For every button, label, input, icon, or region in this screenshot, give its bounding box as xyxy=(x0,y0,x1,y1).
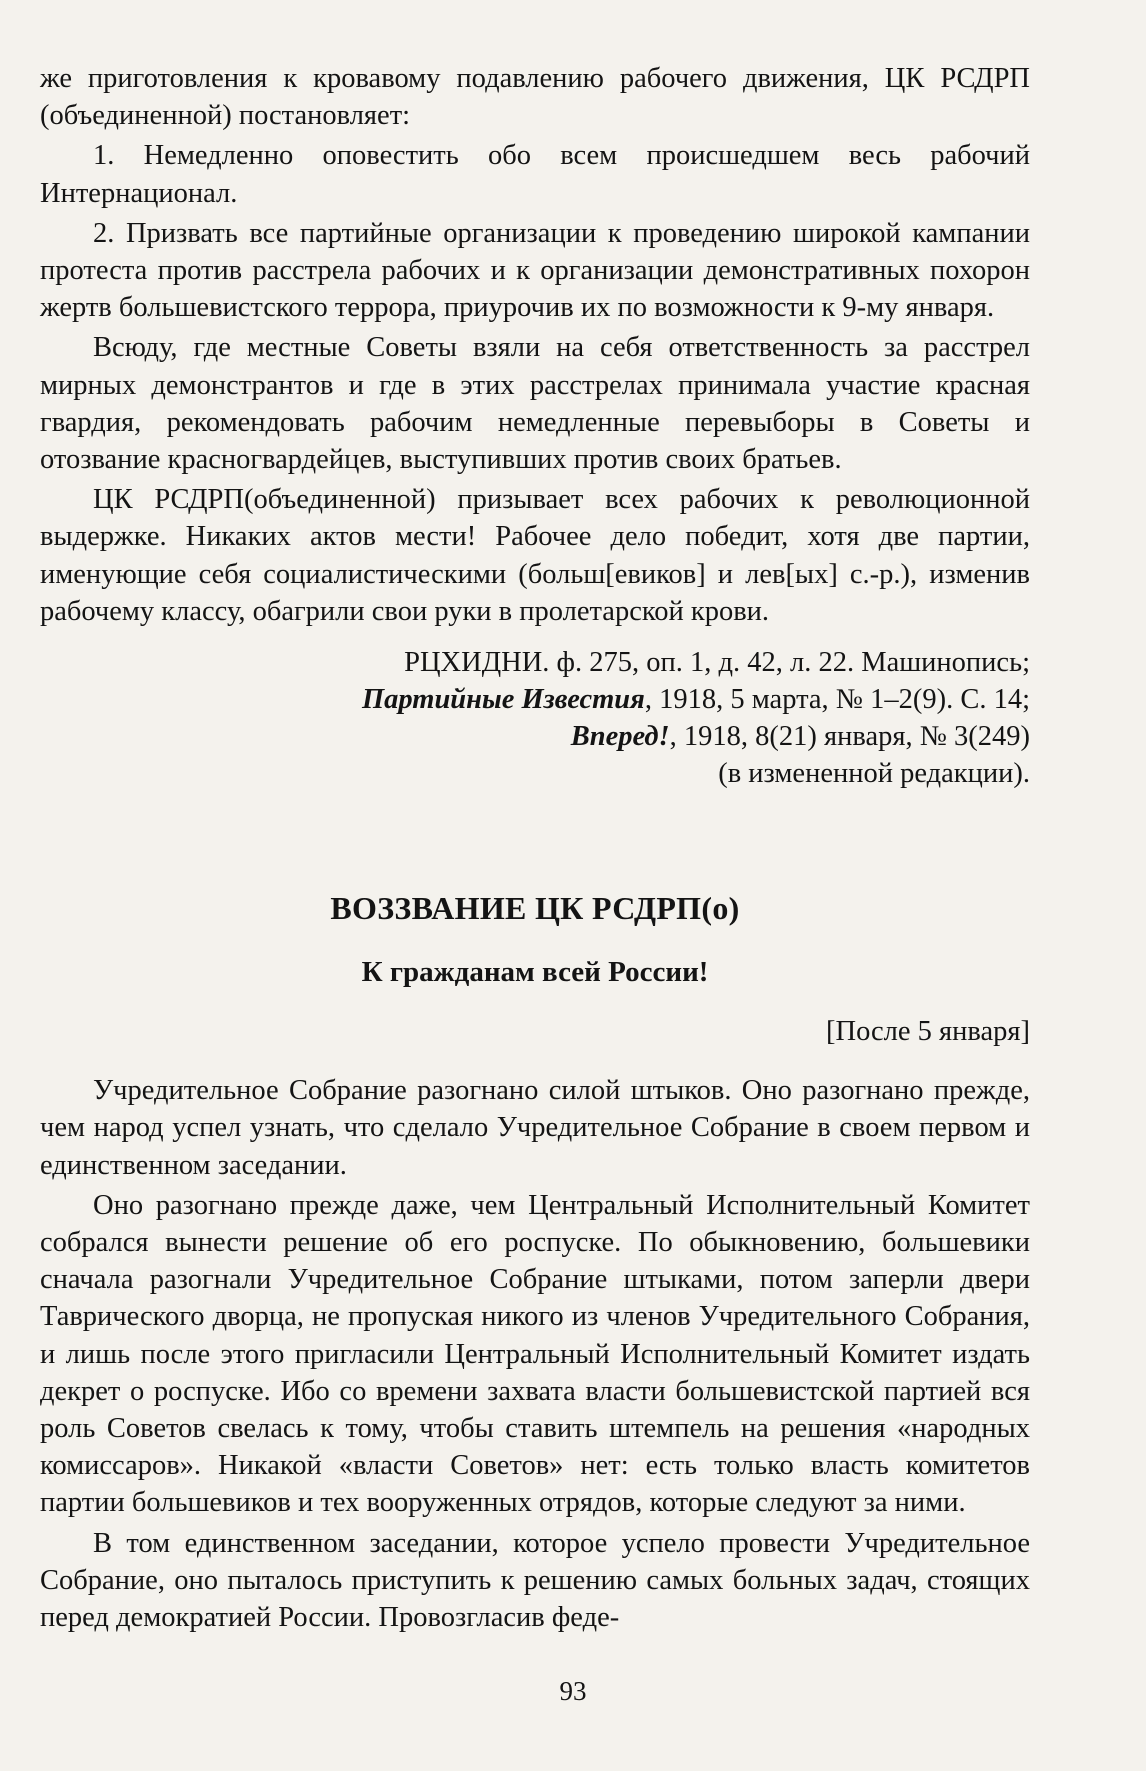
appeal-paragraph-1: Учредительное Собрание разогнано силой штыков. Оно разогнано прежде, чем народ успел узнать, что сделало Учредительное Собрание в своем первом и единственном заседании. xyxy=(40,1075,1030,1181)
appeal-paragraph-2: Оно разогнано прежде даже, чем Центральный Исполнительный Комитет собрался вынести решение об его роспуске. По обыкновению, большевики сначала разогнали Учредительное Собрание штыками, потом заперли двери Таврического дворца, не пропуская никого из членов Учредительного Собрания, и лишь после этого пригласили Центральный Исполнительный Комитет издать декрет о роспуске. Ибо со времени захвата власти большевистской партией вся роль Советов свелась к тому, чтобы ставить штемпель на решения «народных комиссаров». Никакой «власти Советов» нет: есть только власть комитетов партии большевиков и тех вооруженных отрядов, которые следуют за ними. xyxy=(40,1189,1030,1519)
appeal-paragraph-3: В том единственном заседании, которое успело провести Учредительное Собрание, оно пыталось приступить к решению самых больных задач, стоящих перед демократией России. Провозгласив феде- xyxy=(40,1527,1030,1634)
page-number: 93 xyxy=(559,1676,587,1706)
appeal-subtitle: К гражданам всей России! xyxy=(361,956,709,989)
resolution-reelection-paragraph: Всюду, где местные Советы взяли на себя ответственность за расстрел мирных демонстрантов и где в этих расстрелах принимала участие красная гвардия, рекомендовать рабочим немедленные перевыборы в Советы и отозвание красногвардейцев, выступивших против своих братьев. xyxy=(40,332,1030,476)
source-journal-1 xyxy=(40,681,1030,718)
journal-1-details: , 1918, 5 марта, № 1–2(9). С. 14; xyxy=(644,684,1030,716)
appeal-title: ВОЗЗВАНИЕ ЦК РСДРП(о) xyxy=(330,890,740,927)
journal-2-title: Вперед! xyxy=(570,721,670,753)
resolution-intro-paragraph: же приготовления к кровавому подавлению рабочего движения, ЦК РСДРП (объединенной) постановляет: xyxy=(40,63,1030,132)
source-edition-note: (в измененной редакции). xyxy=(718,758,1030,790)
source-archive: РЦХИДНИ. ф. 275, оп. 1, д. 42, л. 22. Машинопись; xyxy=(404,647,1030,679)
resolution-closing-paragraph: ЦК РСДРП(объединенной) призывает всех рабочих к революционной выдержке. Никаких актов мести! Рабочее дело победит, хотя две партии, именующие себя социалистическими (больш[евиков] и лев[ых] с.-р.), изменив рабочему классу, обагрили свои руки в пролетарской крови. xyxy=(40,484,1030,627)
appeal-dateline: [После 5 января] xyxy=(826,1016,1030,1048)
source-citation xyxy=(40,644,1030,792)
page-body xyxy=(40,60,1030,1636)
journal-2-details: , 1918, 8(21) января, № 3(249) xyxy=(669,721,1030,753)
journal-1-title: Партийные Известия xyxy=(361,684,645,716)
resolution-point-1: 1. Немедленно оповестить обо всем происшедшем весь рабочий Интернационал. xyxy=(40,140,1030,209)
source-journal-2 xyxy=(40,718,1030,755)
resolution-point-2: 2. Призвать все партийные организации к проведению широкой кампании протеста против расстрела рабочих и к организации демонстративных похорон жертв большевистского террора, приурочив их по возможности к 9-му января. xyxy=(40,217,1030,324)
